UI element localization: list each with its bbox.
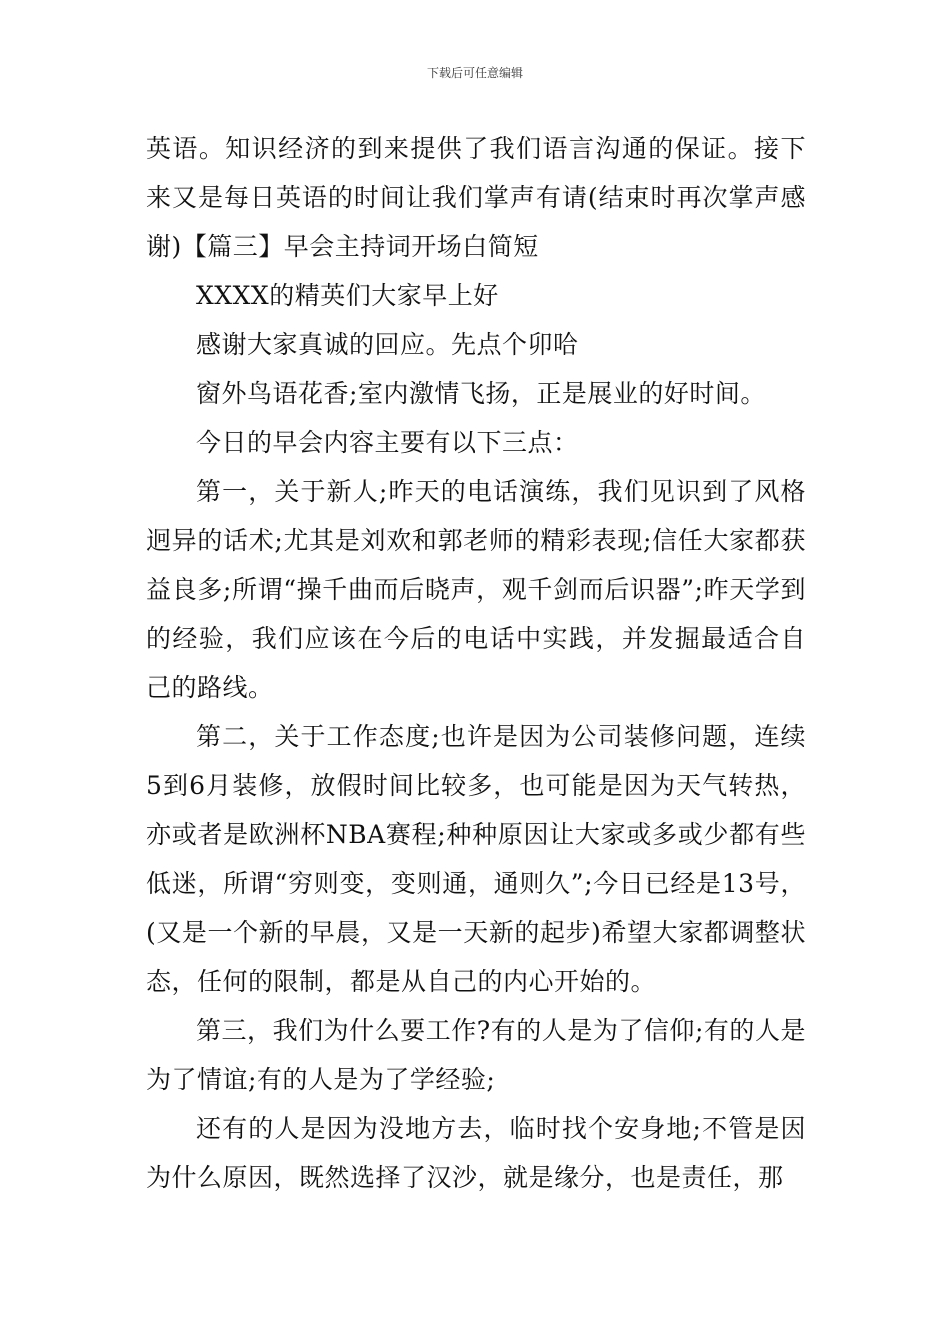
- paragraph-9: 还有的人是因为没地方去，临时找个安身地;不管是因为什么原因，既然选择了汉沙，就是缘分，也是责任，那: [146, 1114, 806, 1192]
- page-header: 下载后可任意编辑: [426, 66, 523, 80]
- paragraph-4: 窗外鸟语花香;室内激情飞扬，正是展业的好时间。: [196, 379, 766, 408]
- paragraph-5: 今日的早会内容主要有以下三点：: [196, 428, 579, 457]
- paragraph-8: 第三，我们为什么要工作?有的人是为了信仰;有的人是为了情谊;有的人是为了学经验;: [146, 1016, 806, 1094]
- paragraph-3: 感谢大家真诚的回应。先点个卯哈: [196, 330, 579, 359]
- document-body: [146, 124, 806, 1202]
- paragraph-6: 第一，关于新人;昨天的电话演练，我们见识到了风格迥异的话术;尤其是刘欢和郭老师的精彩表现;信任大家都获益良多;所谓“操千曲而后晓声，观千剑而后识器”;昨天学到的经验，我们应该在今后的电话中实践，并发掘最适合自己的路线。: [146, 477, 806, 702]
- paragraph-7: 第二，关于工作态度;也许是因为公司装修问题，连续5到6月装修，放假时间比较多，也可能是因为天气转热，亦或者是欧洲杯NBA赛程;种种原因让大家或多或少都有些低迷，所谓“穷则变，变则通，通则久”;今日已经是13号，(又是一个新的早晨，又是一天新的起步)希望大家都调整状态，任何的限制，都是从自己的内心开始的。: [146, 722, 806, 996]
- paragraph-2: XXXX的精英们大家早上好: [196, 281, 499, 310]
- paragraph-1: 英语。知识经济的到来提供了我们语言沟通的保证。接下来又是每日英语的时间让我们掌声有请(结束时再次掌声感谢)【篇三】早会主持词开场白简短: [146, 134, 806, 261]
